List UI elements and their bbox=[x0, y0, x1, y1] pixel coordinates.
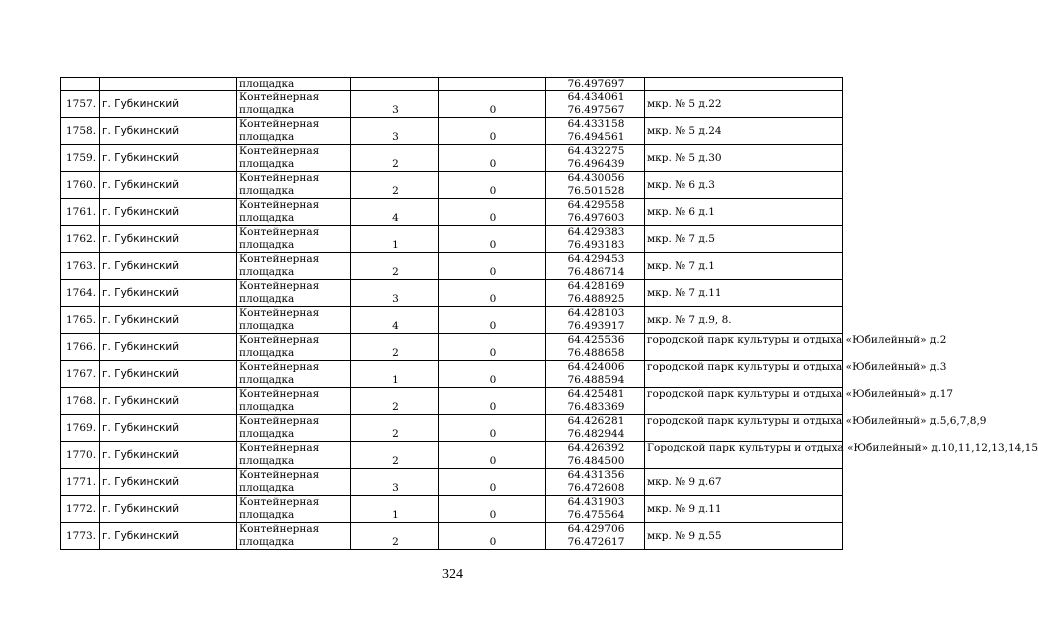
table-row bbox=[61, 118, 843, 145]
latitude: 64.433158 bbox=[567, 118, 625, 130]
site-type-line2: площадка bbox=[239, 320, 295, 332]
row-container-count: 3 bbox=[351, 469, 439, 496]
row-other-count: 0 bbox=[439, 172, 546, 199]
row-address: городской парк культуры и отдыха «Юбилейный» д.5,6,7,8,9 bbox=[645, 415, 843, 442]
site-type-line1: Контейнерная bbox=[239, 496, 320, 508]
site-type-line1: Контейнерная bbox=[239, 442, 320, 454]
table-row bbox=[61, 145, 843, 172]
row-coordinates bbox=[546, 172, 645, 199]
table-row bbox=[61, 442, 843, 469]
row-container-count: 3 bbox=[351, 118, 439, 145]
row-address: городской парк культуры и отдыха «Юбилейный» д.17 bbox=[645, 388, 843, 415]
site-type-line2: площадка bbox=[239, 104, 295, 116]
site-type-line2: площадка bbox=[239, 509, 295, 521]
site-type-line1: Контейнерная bbox=[239, 172, 320, 184]
longitude: 76.501528 bbox=[567, 185, 625, 197]
row-container-count: 3 bbox=[351, 280, 439, 307]
table-row bbox=[61, 415, 843, 442]
site-type-line1: Контейнерная bbox=[239, 523, 320, 535]
table-row bbox=[61, 172, 843, 199]
row-container-count: 2 bbox=[351, 172, 439, 199]
row-other-count: 0 bbox=[439, 226, 546, 253]
row-site-type bbox=[237, 361, 351, 388]
site-type-line2: площадка bbox=[239, 536, 295, 548]
row-coordinates bbox=[546, 226, 645, 253]
site-type-line1: Контейнерная bbox=[239, 226, 320, 238]
row-address: мкр. № 9 д.11 bbox=[645, 496, 843, 523]
row-coordinates bbox=[546, 91, 645, 118]
latitude: 64.429383 bbox=[567, 226, 625, 238]
longitude: 76.497603 bbox=[567, 212, 625, 224]
latitude: 64.424006 bbox=[567, 361, 625, 373]
container-sites-table bbox=[60, 77, 1038, 550]
row-coordinates bbox=[546, 361, 645, 388]
row-number: 1770. bbox=[61, 442, 100, 469]
longitude: 76.483369 bbox=[567, 401, 625, 413]
row-address: городской парк культуры и отдыха «Юбилейный» д.2 bbox=[645, 334, 843, 361]
longitude: 76.472617 bbox=[567, 536, 625, 548]
row-city: г. Губкинский bbox=[100, 469, 237, 496]
row-coordinates bbox=[546, 523, 645, 550]
latitude: 64.425536 bbox=[567, 334, 625, 346]
table-row bbox=[61, 361, 843, 388]
table-row bbox=[61, 334, 843, 361]
row-number: 1760. bbox=[61, 172, 100, 199]
row-address: городской парк культуры и отдыха «Юбилейный» д.3 bbox=[645, 361, 843, 388]
site-type-line2: площадка bbox=[239, 158, 295, 170]
row-other-count: 0 bbox=[439, 91, 546, 118]
row-site-type bbox=[237, 226, 351, 253]
longitude: 76.493183 bbox=[567, 239, 625, 251]
latitude: 64.430056 bbox=[567, 172, 625, 184]
row-city: г. Губкинский bbox=[100, 253, 237, 280]
latitude: 64.428103 bbox=[567, 307, 625, 319]
row-number: 1765. bbox=[61, 307, 100, 334]
cell-other bbox=[439, 78, 546, 91]
longitude: 76.488594 bbox=[567, 374, 625, 386]
row-other-count: 0 bbox=[439, 334, 546, 361]
row-number: 1773. bbox=[61, 523, 100, 550]
row-address: мкр. № 7 д.5 bbox=[645, 226, 843, 253]
row-other-count: 0 bbox=[439, 388, 546, 415]
row-number: 1772. bbox=[61, 496, 100, 523]
row-number: 1764. bbox=[61, 280, 100, 307]
longitude: 76.472608 bbox=[567, 482, 625, 494]
row-city: г. Губкинский bbox=[100, 442, 237, 469]
table-row bbox=[61, 280, 843, 307]
cell-count bbox=[351, 78, 439, 91]
table-row bbox=[61, 307, 843, 334]
row-address: мкр. № 6 д.1 bbox=[645, 199, 843, 226]
latitude: 64.429453 bbox=[567, 253, 625, 265]
table-row bbox=[61, 253, 843, 280]
site-type-line2: площадка bbox=[239, 293, 295, 305]
row-coordinates bbox=[546, 145, 645, 172]
site-type-line1: Контейнерная bbox=[239, 118, 320, 130]
site-type-line1: Контейнерная bbox=[239, 280, 320, 292]
row-number: 1761. bbox=[61, 199, 100, 226]
row-coordinates bbox=[546, 307, 645, 334]
site-type-line1: Контейнерная bbox=[239, 145, 320, 157]
row-address: Городской парк культуры и отдыха «Юбилейный» д.10,11,12,13,14,15 bbox=[645, 442, 843, 469]
row-coordinates bbox=[546, 496, 645, 523]
row-other-count: 0 bbox=[439, 361, 546, 388]
latitude: 64.434061 bbox=[567, 91, 625, 103]
site-type-line2: площадка bbox=[239, 374, 295, 386]
site-type-line2: площадка bbox=[239, 185, 295, 197]
row-container-count: 2 bbox=[351, 145, 439, 172]
row-other-count: 0 bbox=[439, 280, 546, 307]
row-city: г. Губкинский bbox=[100, 226, 237, 253]
row-coordinates bbox=[546, 199, 645, 226]
row-number: 1767. bbox=[61, 361, 100, 388]
site-type-line2: площадка bbox=[239, 455, 295, 467]
row-other-count: 0 bbox=[439, 199, 546, 226]
row-container-count: 2 bbox=[351, 334, 439, 361]
longitude: 76.475564 bbox=[567, 509, 625, 521]
row-address: мкр. № 5 д.22 bbox=[645, 91, 843, 118]
cell-city bbox=[100, 78, 237, 91]
row-site-type bbox=[237, 145, 351, 172]
row-coordinates bbox=[546, 415, 645, 442]
site-type-line1: Контейнерная bbox=[239, 91, 320, 103]
site-type-line2: площадка bbox=[239, 347, 295, 359]
row-address: мкр. № 9 д.55 bbox=[645, 523, 843, 550]
row-site-type bbox=[237, 442, 351, 469]
row-coordinates bbox=[546, 253, 645, 280]
row-city: г. Губкинский bbox=[100, 388, 237, 415]
latitude: 64.431356 bbox=[567, 469, 625, 481]
latitude: 64.432275 bbox=[567, 145, 625, 157]
row-address: мкр. № 7 д.1 bbox=[645, 253, 843, 280]
row-city: г. Губкинский bbox=[100, 334, 237, 361]
site-type-line2: площадка bbox=[239, 239, 295, 251]
site-type-line1: Контейнерная bbox=[239, 307, 320, 319]
row-number: 1758. bbox=[61, 118, 100, 145]
row-container-count: 4 bbox=[351, 307, 439, 334]
row-container-count: 4 bbox=[351, 199, 439, 226]
row-container-count: 3 bbox=[351, 91, 439, 118]
site-type-line2: площадка bbox=[239, 212, 295, 224]
longitude: 76.486714 bbox=[567, 266, 625, 278]
row-city: г. Губкинский bbox=[100, 172, 237, 199]
site-type-line2: площадка bbox=[239, 401, 295, 413]
longitude: 76.494561 bbox=[567, 131, 625, 143]
row-other-count: 0 bbox=[439, 307, 546, 334]
row-site-type bbox=[237, 496, 351, 523]
row-address: мкр. № 7 д.11 bbox=[645, 280, 843, 307]
row-site-type bbox=[237, 334, 351, 361]
longitude: 76.482944 bbox=[567, 428, 625, 440]
row-city: г. Губкинский bbox=[100, 280, 237, 307]
row-site-type bbox=[237, 118, 351, 145]
table-row bbox=[61, 469, 843, 496]
site-type-line1: Контейнерная bbox=[239, 334, 320, 346]
row-city: г. Губкинский bbox=[100, 523, 237, 550]
table-row bbox=[61, 523, 843, 550]
row-coordinates bbox=[546, 469, 645, 496]
row-site-type bbox=[237, 172, 351, 199]
row-number: 1771. bbox=[61, 469, 100, 496]
row-coordinates bbox=[546, 388, 645, 415]
latitude: 64.426392 bbox=[567, 442, 625, 454]
latitude: 64.431903 bbox=[567, 496, 625, 508]
site-type-line2: площадка bbox=[239, 131, 295, 143]
row-number: 1768. bbox=[61, 388, 100, 415]
row-city: г. Губкинский bbox=[100, 118, 237, 145]
cell-type: площадка bbox=[237, 78, 351, 91]
longitude: 76.488658 bbox=[567, 347, 625, 359]
table-row bbox=[61, 199, 843, 226]
cell-address bbox=[645, 78, 843, 91]
row-site-type bbox=[237, 199, 351, 226]
row-site-type bbox=[237, 253, 351, 280]
table-row bbox=[61, 91, 843, 118]
row-coordinates bbox=[546, 442, 645, 469]
row-city: г. Губкинский bbox=[100, 199, 237, 226]
site-type-line1: Контейнерная bbox=[239, 361, 320, 373]
row-number: 1759. bbox=[61, 145, 100, 172]
row-coordinates bbox=[546, 118, 645, 145]
row-container-count: 2 bbox=[351, 388, 439, 415]
longitude: 76.488925 bbox=[567, 293, 625, 305]
row-address: мкр. № 5 д.24 bbox=[645, 118, 843, 145]
row-number: 1757. bbox=[61, 91, 100, 118]
row-city: г. Губкинский bbox=[100, 307, 237, 334]
row-city: г. Губкинский bbox=[100, 415, 237, 442]
page-number: 324 bbox=[442, 567, 463, 582]
row-city: г. Губкинский bbox=[100, 496, 237, 523]
longitude: 76.493917 bbox=[567, 320, 625, 332]
cell-coords: 76.497697 bbox=[546, 78, 645, 91]
row-address: мкр. № 6 д.3 bbox=[645, 172, 843, 199]
row-number: 1762. bbox=[61, 226, 100, 253]
row-site-type bbox=[237, 307, 351, 334]
site-type-line1: Контейнерная bbox=[239, 469, 320, 481]
row-site-type bbox=[237, 388, 351, 415]
longitude: 76.497567 bbox=[567, 104, 625, 116]
row-address: мкр. № 5 д.30 bbox=[645, 145, 843, 172]
longitude: 76.496439 bbox=[567, 158, 625, 170]
row-site-type bbox=[237, 91, 351, 118]
row-number: 1763. bbox=[61, 253, 100, 280]
row-container-count: 1 bbox=[351, 226, 439, 253]
row-container-count: 2 bbox=[351, 523, 439, 550]
cell-num bbox=[61, 78, 100, 91]
row-city: г. Губкинский bbox=[100, 91, 237, 118]
row-address: мкр. № 9 д.67 bbox=[645, 469, 843, 496]
row-other-count: 0 bbox=[439, 145, 546, 172]
row-container-count: 1 bbox=[351, 496, 439, 523]
site-type-line1: Контейнерная bbox=[239, 199, 320, 211]
row-container-count: 2 bbox=[351, 442, 439, 469]
row-site-type bbox=[237, 415, 351, 442]
row-other-count: 0 bbox=[439, 469, 546, 496]
row-site-type bbox=[237, 523, 351, 550]
row-coordinates bbox=[546, 280, 645, 307]
row-number: 1766. bbox=[61, 334, 100, 361]
continuation-row bbox=[61, 78, 843, 91]
site-type-line2: площадка bbox=[239, 482, 295, 494]
row-city: г. Губкинский bbox=[100, 145, 237, 172]
longitude: 76.484500 bbox=[567, 455, 625, 467]
row-coordinates bbox=[546, 334, 645, 361]
row-number: 1769. bbox=[61, 415, 100, 442]
row-site-type bbox=[237, 469, 351, 496]
row-other-count: 0 bbox=[439, 253, 546, 280]
latitude: 64.429706 bbox=[567, 523, 625, 535]
row-other-count: 0 bbox=[439, 442, 546, 469]
row-other-count: 0 bbox=[439, 523, 546, 550]
row-other-count: 0 bbox=[439, 415, 546, 442]
site-type-line2: площадка bbox=[239, 428, 295, 440]
row-container-count: 2 bbox=[351, 253, 439, 280]
table-row bbox=[61, 226, 843, 253]
table-row bbox=[61, 388, 843, 415]
latitude: 64.425481 bbox=[567, 388, 625, 400]
row-other-count: 0 bbox=[439, 496, 546, 523]
row-container-count: 1 bbox=[351, 361, 439, 388]
row-container-count: 2 bbox=[351, 415, 439, 442]
latitude: 64.426281 bbox=[567, 415, 625, 427]
site-type-line2: площадка bbox=[239, 266, 295, 278]
latitude: 64.428169 bbox=[567, 280, 625, 292]
site-type-line1: Контейнерная bbox=[239, 415, 320, 427]
row-site-type bbox=[237, 280, 351, 307]
table-row bbox=[61, 496, 843, 523]
row-address: мкр. № 7 д.9, 8. bbox=[645, 307, 843, 334]
site-type-line1: Контейнерная bbox=[239, 253, 320, 265]
row-city: г. Губкинский bbox=[100, 361, 237, 388]
site-type-line1: Контейнерная bbox=[239, 388, 320, 400]
row-other-count: 0 bbox=[439, 118, 546, 145]
latitude: 64.429558 bbox=[567, 199, 625, 211]
